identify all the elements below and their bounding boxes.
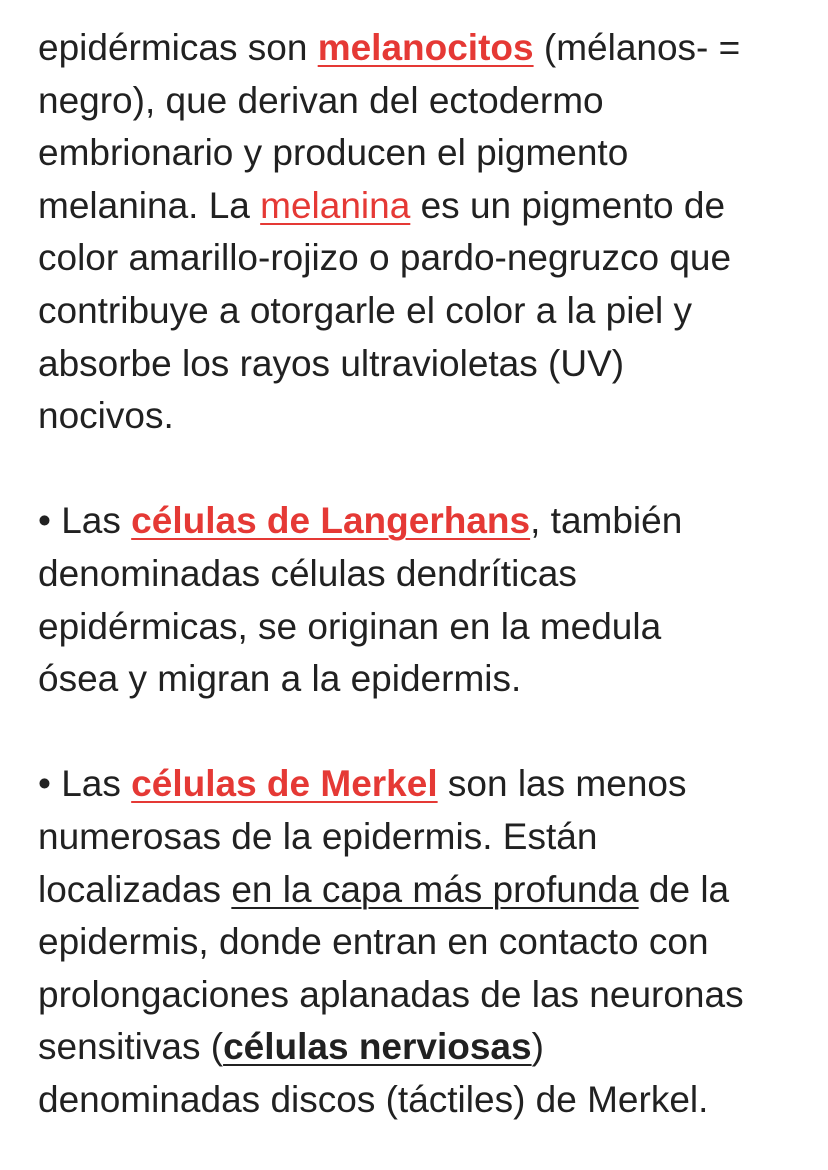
paragraph-langerhans	[38, 495, 818, 705]
text-line	[38, 1021, 818, 1074]
paragraph-merkel	[38, 758, 818, 1126]
text-line: denominadas discos (táctiles) de Merkel.	[38, 1078, 709, 1120]
bullet-text: • Las	[38, 500, 132, 542]
text-line: epidermis, donde entran en contacto con	[38, 921, 709, 963]
text-line: contribuye a otorgarle el color a la piel y	[38, 289, 693, 331]
text-span: )	[531, 1026, 544, 1068]
text-span: melanina. La	[38, 184, 261, 226]
text-line	[38, 180, 818, 233]
text-span: son las menos	[437, 763, 687, 805]
text-line: numerosas de la epidermis. Están	[38, 815, 598, 857]
document-body	[38, 22, 818, 1126]
text-span: de la	[638, 868, 730, 910]
text-line: color amarillo-rojizo o pardo-negruzco que	[38, 237, 732, 279]
link-celulas-de-merkel[interactable]: células de Merkel	[131, 763, 438, 805]
text-line: absorbe los rayos ultravioletas (UV)	[38, 342, 625, 384]
paragraph-melanocitos	[38, 22, 818, 443]
text-span: , también	[530, 500, 683, 542]
text-line	[38, 758, 818, 811]
link-celulas-nerviosas[interactable]: células nerviosas	[223, 1026, 532, 1068]
underlined-phrase: en la capa más profunda	[231, 868, 639, 910]
text-line: epidérmicas, se originan en la medula	[38, 605, 662, 647]
link-melanina[interactable]: melanina	[260, 184, 411, 226]
text-line	[38, 864, 818, 917]
text-line: nocivos.	[38, 395, 174, 437]
text-line: denominadas células dendríticas	[38, 552, 577, 594]
text-line: embrionario y producen el pigmento	[38, 132, 629, 174]
text-span: es un pigmento de	[410, 184, 726, 226]
text-span: localizadas	[38, 868, 232, 910]
text-span: epidérmicas son	[38, 27, 318, 68]
text-span: (mélanos- =	[533, 27, 741, 68]
text-span: sensitivas (	[38, 1026, 224, 1068]
link-melanocitos[interactable]: melanocitos	[317, 27, 534, 68]
text-line	[38, 22, 818, 75]
text-line: prolongaciones aplanadas de las neuronas	[38, 973, 744, 1015]
text-line: negro), que derivan del ectodermo	[38, 79, 604, 121]
bullet-text: • Las	[38, 763, 132, 805]
text-line: ósea y migran a la epidermis.	[38, 658, 522, 700]
text-line	[38, 495, 818, 548]
link-celulas-de-langerhans[interactable]: células de Langerhans	[131, 500, 531, 542]
